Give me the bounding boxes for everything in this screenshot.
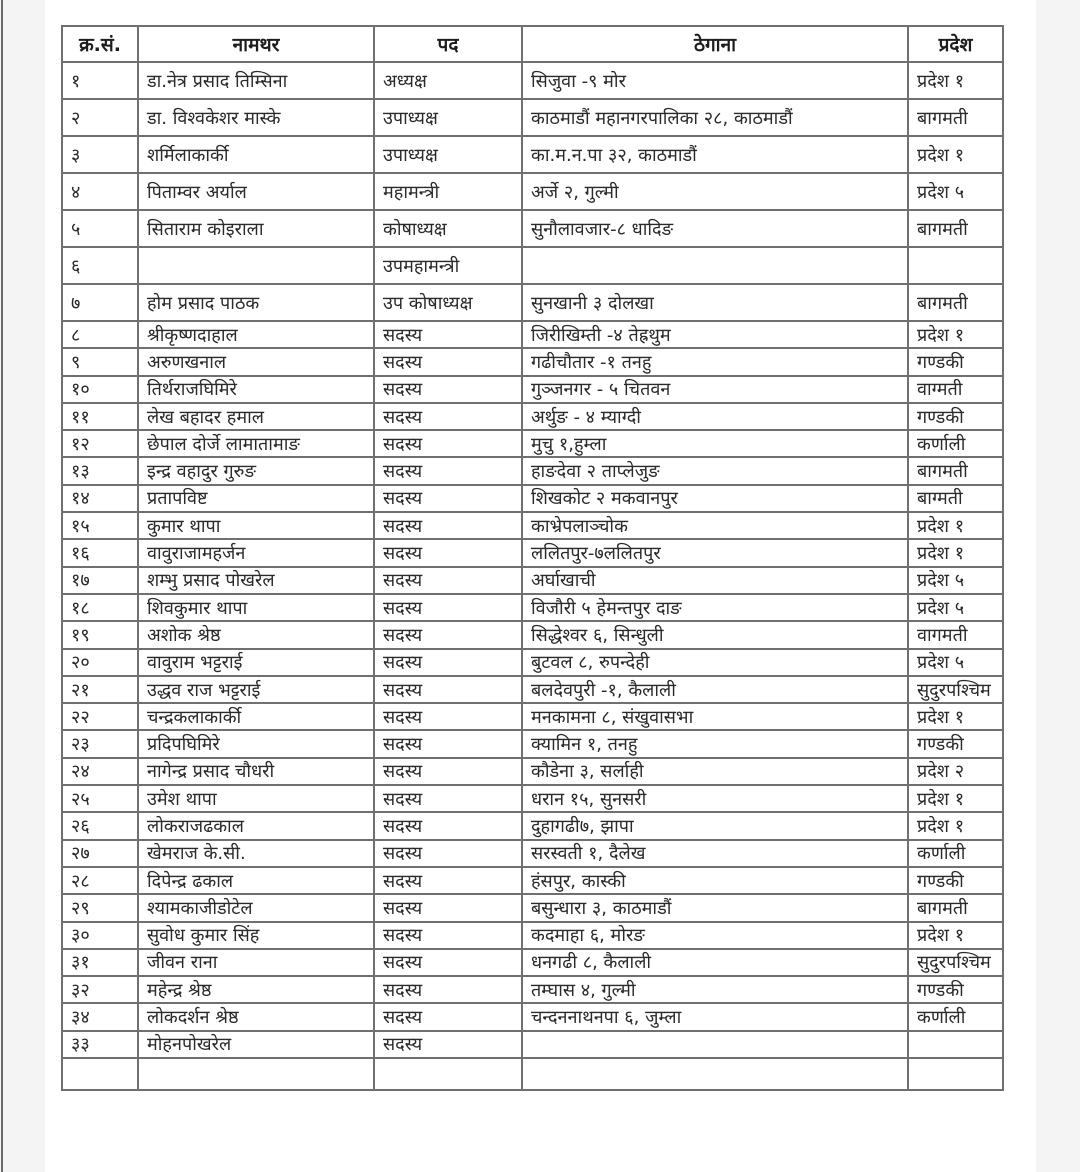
cell-address: गुञ्जनगर - ५ चितवन <box>522 376 908 403</box>
cell-post: सदस्य <box>374 457 522 484</box>
table-row <box>62 376 1003 403</box>
cell-name: उमेश थापा <box>138 785 374 812</box>
cell-post: सदस्य <box>374 621 522 648</box>
header-post: पद <box>374 26 522 62</box>
committee-roster-table <box>61 25 1004 1091</box>
cell-province <box>908 1031 1003 1058</box>
cell-address: कदमाहा ६, मोरङ <box>522 922 908 949</box>
cell-name: तिर्थराजघिमिरे <box>138 376 374 403</box>
cell-serial-number: १ <box>62 62 138 99</box>
cell-serial-number: २ <box>62 99 138 136</box>
cell-post: सदस्य <box>374 567 522 594</box>
cell-address: सिद्धेश्वर ६, सिन्धुली <box>522 621 908 648</box>
cell-name: प्रदिपघिमिरे <box>138 730 374 757</box>
cell-post: सदस्य <box>374 758 522 785</box>
cell-post: सदस्य <box>374 730 522 757</box>
cell-address: ललितपुर-७ललितपुर <box>522 539 908 566</box>
table-header-row <box>62 26 1003 62</box>
cell-province: सुदुरपश्चिम <box>908 676 1003 703</box>
cell-name: कुमार थापा <box>138 512 374 539</box>
table-row <box>62 785 1003 812</box>
header-province: प्रदेश <box>908 26 1003 62</box>
cell-serial-number: १३ <box>62 457 138 484</box>
cell-address: काठमाडौं महानगरपालिका २८, काठमाडौं <box>522 99 908 136</box>
table-row <box>62 594 1003 621</box>
cell-serial-number: १५ <box>62 512 138 539</box>
cell-province: कर्णाली <box>908 430 1003 457</box>
cell-province: गण्डकी <box>908 403 1003 430</box>
cell-post: सदस्य <box>374 512 522 539</box>
table-row <box>62 703 1003 730</box>
cell-post: उपमहामन्त्री <box>374 247 522 284</box>
cell-post: सदस्य <box>374 348 522 375</box>
cell-post: सदस्य <box>374 785 522 812</box>
cell-province: बागमती <box>908 894 1003 921</box>
cell-address: अर्घाखाची <box>522 567 908 594</box>
table-row <box>62 430 1003 457</box>
cell-name: वावुराजामहर्जन <box>138 539 374 566</box>
cell-address: बसुन्धारा ३, काठमाडौं <box>522 894 908 921</box>
cell-name: सिताराम कोइराला <box>138 210 374 247</box>
cell-serial-number: १० <box>62 376 138 403</box>
cell-name: नागेन्द्र प्रसाद चौधरी <box>138 758 374 785</box>
cell-post: सदस्य <box>374 1003 522 1030</box>
cell-serial-number: ८ <box>62 321 138 348</box>
cell-name: शर्मिलाकार्की <box>138 136 374 173</box>
cell-address: सुनखानी ३ दोलखा <box>522 284 908 321</box>
cell-address: काभ्रेपलाञ्चोक <box>522 512 908 539</box>
cell-address: धरान १५, सुनसरी <box>522 785 908 812</box>
cell-post: सदस्य <box>374 376 522 403</box>
cell-post: सदस्य <box>374 867 522 894</box>
cell-post: सदस्य <box>374 321 522 348</box>
cell-post: सदस्य <box>374 403 522 430</box>
cell-post: उप कोषाध्यक्ष <box>374 284 522 321</box>
table-row <box>62 284 1003 321</box>
cell-serial-number: ३२ <box>62 976 138 1003</box>
cell-serial-number: २९ <box>62 894 138 921</box>
cell-province: प्रदेश १ <box>908 703 1003 730</box>
cell-province: प्रदेश १ <box>908 62 1003 99</box>
cell-post: सदस्य <box>374 649 522 676</box>
cell-name: खेमराज के.सी. <box>138 840 374 867</box>
cell-post: सदस्य <box>374 894 522 921</box>
cell-serial-number: २५ <box>62 785 138 812</box>
empty-cell <box>62 1058 138 1090</box>
table-row <box>62 539 1003 566</box>
cell-province: प्रदेश २ <box>908 758 1003 785</box>
cell-province: प्रदेश १ <box>908 812 1003 839</box>
table-row <box>62 812 1003 839</box>
header-name: नामथर <box>138 26 374 62</box>
cell-address: सुनौलावजार-८ धादिङ <box>522 210 908 247</box>
cell-name: पिताम्वर अर्याल <box>138 173 374 210</box>
cell-post: उपाध्यक्ष <box>374 136 522 173</box>
cell-serial-number: २३ <box>62 730 138 757</box>
cell-province: गण्डकी <box>908 867 1003 894</box>
table-row <box>62 136 1003 173</box>
table-row <box>62 485 1003 512</box>
cell-name: लेख बहादर हमाल <box>138 403 374 430</box>
cell-province: कर्णाली <box>908 1003 1003 1030</box>
cell-post: कोषाध्यक्ष <box>374 210 522 247</box>
empty-cell <box>374 1058 522 1090</box>
cell-post: सदस्य <box>374 922 522 949</box>
table-row <box>62 567 1003 594</box>
cell-serial-number: ६ <box>62 247 138 284</box>
cell-name: डा.नेत्र प्रसाद तिम्सिना <box>138 62 374 99</box>
cell-address: मुचु १,हुम्ला <box>522 430 908 457</box>
cell-province: प्रदेश १ <box>908 922 1003 949</box>
cell-serial-number: ३४ <box>62 1003 138 1030</box>
cell-serial-number: १८ <box>62 594 138 621</box>
cell-province: वाग्मती <box>908 376 1003 403</box>
header-serial-number: क्र.सं. <box>62 26 138 62</box>
empty-cell <box>138 1058 374 1090</box>
page-edge-rule <box>1 0 3 1172</box>
cell-address: तम्घास ४, गुल्मी <box>522 976 908 1003</box>
cell-province: बाग्मती <box>908 485 1003 512</box>
cell-province: गण्डकी <box>908 348 1003 375</box>
cell-address: का.म.न.पा ३२, काठमाडौं <box>522 136 908 173</box>
cell-address: दुहागढी७, झापा <box>522 812 908 839</box>
cell-serial-number: ५ <box>62 210 138 247</box>
table-row <box>62 840 1003 867</box>
cell-serial-number: २७ <box>62 840 138 867</box>
cell-name: चन्द्रकलाकार्की <box>138 703 374 730</box>
table-row <box>62 621 1003 648</box>
cell-province: बागमती <box>908 284 1003 321</box>
cell-name: छेपाल दोर्जे लामातामाङ <box>138 430 374 457</box>
table-row <box>62 867 1003 894</box>
cell-name: महेन्द्र श्रेष्ठ <box>138 976 374 1003</box>
cell-name: दिपेन्द्र ढकाल <box>138 867 374 894</box>
table-row <box>62 403 1003 430</box>
cell-province: बागमती <box>908 457 1003 484</box>
cell-post: उपाध्यक्ष <box>374 99 522 136</box>
cell-serial-number: १७ <box>62 567 138 594</box>
cell-serial-number: ७ <box>62 284 138 321</box>
table-row <box>62 457 1003 484</box>
cell-serial-number: ३ <box>62 136 138 173</box>
cell-province: प्रदेश १ <box>908 136 1003 173</box>
table-row <box>62 210 1003 247</box>
cell-province: सुदुरपश्चिम <box>908 949 1003 976</box>
cell-province: प्रदेश ५ <box>908 594 1003 621</box>
cell-serial-number: २८ <box>62 867 138 894</box>
cell-address: बुटवल ८, रुपन्देही <box>522 649 908 676</box>
cell-post: सदस्य <box>374 594 522 621</box>
table-row <box>62 922 1003 949</box>
cell-serial-number: ११ <box>62 403 138 430</box>
cell-province <box>908 247 1003 284</box>
cell-name: लोकराजढकाल <box>138 812 374 839</box>
cell-province: बागमती <box>908 99 1003 136</box>
cell-serial-number: २० <box>62 649 138 676</box>
cell-address: कौडेना ३, सर्लाही <box>522 758 908 785</box>
cell-province: गण्डकी <box>908 976 1003 1003</box>
cell-post: सदस्य <box>374 430 522 457</box>
cell-province: प्रदेश ५ <box>908 173 1003 210</box>
cell-serial-number: १९ <box>62 621 138 648</box>
cell-address: शिखकोट २ मकवानपुर <box>522 485 908 512</box>
cell-serial-number: ३३ <box>62 1031 138 1058</box>
cell-address: धनगढी ८, कैलाली <box>522 949 908 976</box>
table-row <box>62 62 1003 99</box>
page-margin-right <box>1036 0 1080 1172</box>
cell-province: प्रदेश १ <box>908 785 1003 812</box>
table-row <box>62 321 1003 348</box>
cell-serial-number: १२ <box>62 430 138 457</box>
cell-serial-number: ९ <box>62 348 138 375</box>
table-row <box>62 99 1003 136</box>
cell-province: प्रदेश ५ <box>908 649 1003 676</box>
cell-serial-number: ३१ <box>62 949 138 976</box>
cell-serial-number: ३० <box>62 922 138 949</box>
cell-serial-number: २२ <box>62 703 138 730</box>
table-row <box>62 348 1003 375</box>
cell-post: सदस्य <box>374 676 522 703</box>
table-row <box>62 173 1003 210</box>
cell-name: जीवन राना <box>138 949 374 976</box>
cell-post: सदस्य <box>374 485 522 512</box>
cell-post: महामन्त्री <box>374 173 522 210</box>
cell-serial-number: १६ <box>62 539 138 566</box>
cell-name <box>138 247 374 284</box>
cell-province: प्रदेश ५ <box>908 567 1003 594</box>
cell-address: हंसपुर, कास्की <box>522 867 908 894</box>
cell-address: अर्थुङ - ४ म्याग्दी <box>522 403 908 430</box>
table-row <box>62 649 1003 676</box>
cell-province: प्रदेश १ <box>908 512 1003 539</box>
cell-province: बागमती <box>908 210 1003 247</box>
cell-address: मनकामना ८, संखुवासभा <box>522 703 908 730</box>
table-row <box>62 1031 1003 1058</box>
empty-cell <box>522 1058 908 1090</box>
cell-address <box>522 247 908 284</box>
empty-cell <box>908 1058 1003 1090</box>
table-row <box>62 976 1003 1003</box>
header-address: ठेगाना <box>522 26 908 62</box>
empty-table-row <box>62 1058 1003 1090</box>
cell-name: श्यामकाजीडोटेल <box>138 894 374 921</box>
cell-name: प्रतापविष्ट <box>138 485 374 512</box>
cell-post: सदस्य <box>374 539 522 566</box>
page-margin-left <box>0 0 45 1172</box>
cell-post: सदस्य <box>374 949 522 976</box>
cell-name: श्रीकृष्णदाहाल <box>138 321 374 348</box>
cell-name: शम्भु प्रसाद पोखरेल <box>138 567 374 594</box>
cell-address: सरस्वती १, दैलेख <box>522 840 908 867</box>
cell-post: सदस्य <box>374 840 522 867</box>
cell-name: लोकदर्शन श्रेष्ठ <box>138 1003 374 1030</box>
cell-name: अरुणखनाल <box>138 348 374 375</box>
cell-province: प्रदेश १ <box>908 539 1003 566</box>
cell-province: कर्णाली <box>908 840 1003 867</box>
cell-name: अशोक श्रेष्ठ <box>138 621 374 648</box>
cell-post: सदस्य <box>374 1031 522 1058</box>
cell-serial-number: १४ <box>62 485 138 512</box>
cell-name: सुवोध कुमार सिंह <box>138 922 374 949</box>
cell-post: अध्यक्ष <box>374 62 522 99</box>
table-row <box>62 949 1003 976</box>
cell-address: क्यामिन १, तनहु <box>522 730 908 757</box>
table-row <box>62 758 1003 785</box>
cell-address: चन्दननाथनपा ६, जुम्ला <box>522 1003 908 1030</box>
cell-province: प्रदेश १ <box>908 321 1003 348</box>
cell-address: सिजुवा -९ मोर <box>522 62 908 99</box>
table-row <box>62 894 1003 921</box>
cell-serial-number: २६ <box>62 812 138 839</box>
cell-name: होम प्रसाद पाठक <box>138 284 374 321</box>
cell-name: वावुराम भट्टराई <box>138 649 374 676</box>
cell-address: जिरीखिम्ती -४ तेह्रथुम <box>522 321 908 348</box>
cell-post: सदस्य <box>374 976 522 1003</box>
table-row <box>62 512 1003 539</box>
cell-address: अर्जे २, गुल्मी <box>522 173 908 210</box>
cell-name: उद्धव राज भट्टराई <box>138 676 374 703</box>
table-row <box>62 247 1003 284</box>
cell-post: सदस्य <box>374 812 522 839</box>
cell-address: बलदेवपुरी -१, कैलाली <box>522 676 908 703</box>
cell-serial-number: २४ <box>62 758 138 785</box>
cell-address <box>522 1031 908 1058</box>
cell-province: वागमती <box>908 621 1003 648</box>
table-body <box>62 62 1003 1090</box>
table-row <box>62 676 1003 703</box>
cell-name: शिवकुमार थापा <box>138 594 374 621</box>
table-row <box>62 1003 1003 1030</box>
cell-serial-number: ४ <box>62 173 138 210</box>
cell-address: विजौरी ५ हेमन्तपुर दाङ <box>522 594 908 621</box>
cell-name: मोहनपोखरेल <box>138 1031 374 1058</box>
cell-name: डा. विश्वकेशर मास्के <box>138 99 374 136</box>
cell-name: इन्द्र वहादुर गुरुङ <box>138 457 374 484</box>
cell-serial-number: २१ <box>62 676 138 703</box>
cell-province: गण्डकी <box>908 730 1003 757</box>
cell-address: हाङदेवा २ ताप्लेजुङ <box>522 457 908 484</box>
table-row <box>62 730 1003 757</box>
cell-post: सदस्य <box>374 703 522 730</box>
cell-address: गढीचौतार -१ तनहु <box>522 348 908 375</box>
